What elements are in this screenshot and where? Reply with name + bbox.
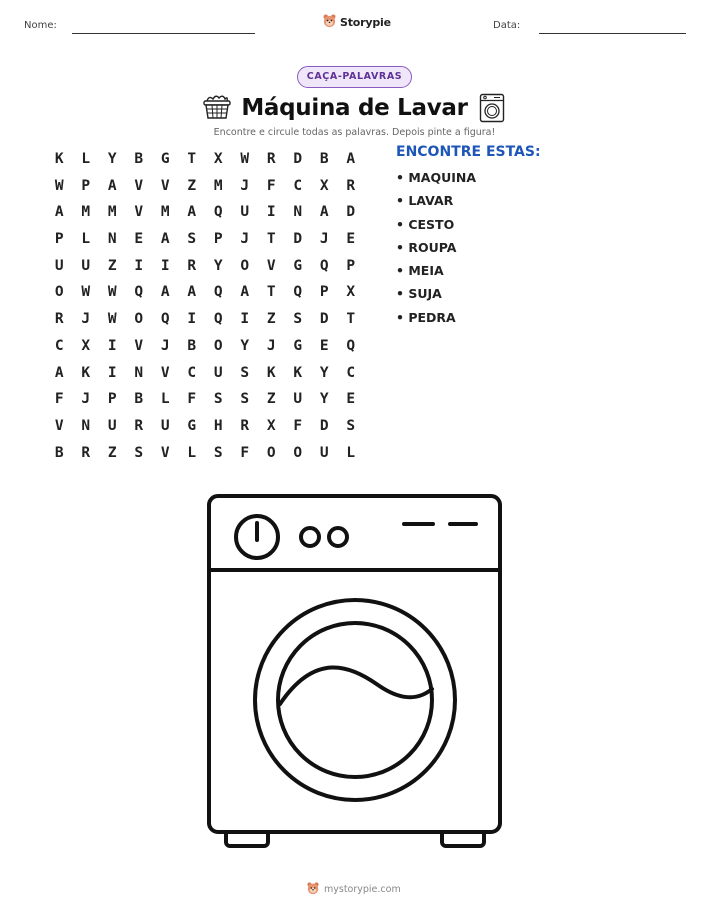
brand-name: Storypie bbox=[340, 16, 391, 29]
grid-cell[interactable]: F bbox=[293, 417, 303, 434]
grid-cell[interactable]: Q bbox=[346, 337, 356, 354]
grid-cell[interactable]: A bbox=[187, 284, 197, 301]
grid-cell[interactable]: F bbox=[240, 444, 250, 461]
grid-cell[interactable]: U bbox=[107, 417, 117, 434]
grid-cell[interactable]: R bbox=[346, 177, 356, 194]
grid-cell[interactable]: Y bbox=[319, 364, 329, 381]
grid-cell[interactable]: U bbox=[293, 391, 303, 408]
grid-cell[interactable]: E bbox=[134, 231, 144, 248]
grid-cell[interactable]: X bbox=[81, 337, 91, 354]
grid-cell[interactable]: U bbox=[240, 204, 250, 221]
letter-grid[interactable] bbox=[46, 146, 364, 466]
grid-cell[interactable]: W bbox=[81, 284, 91, 301]
grid-cell[interactable]: F bbox=[54, 391, 64, 408]
brand bbox=[322, 13, 391, 32]
word-item: • MAQUINA bbox=[396, 170, 477, 185]
grid-cell[interactable]: I bbox=[187, 311, 197, 328]
grid-cell[interactable]: C bbox=[293, 177, 303, 194]
grid-cell[interactable]: Z bbox=[266, 311, 276, 328]
grid-cell[interactable]: Y bbox=[240, 337, 250, 354]
grid-cell[interactable]: I bbox=[266, 204, 276, 221]
grid-cell[interactable]: L bbox=[160, 391, 170, 408]
grid-cell[interactable]: D bbox=[319, 417, 329, 434]
grid-cell[interactable]: J bbox=[240, 177, 250, 194]
grid-cell[interactable]: A bbox=[187, 204, 197, 221]
grid-cell[interactable]: X bbox=[319, 177, 329, 194]
grid-cell[interactable]: W bbox=[240, 151, 250, 167]
grid-cell[interactable]: X bbox=[213, 151, 223, 167]
grid-cell[interactable]: Y bbox=[213, 257, 223, 274]
grid-cell[interactable]: A bbox=[160, 284, 170, 301]
word-item: • SUJA bbox=[396, 286, 442, 302]
grid-cell[interactable]: L bbox=[81, 231, 91, 248]
grid-cell[interactable]: C bbox=[346, 364, 356, 381]
storypie-logo-icon bbox=[306, 880, 320, 899]
grid-cell[interactable]: S bbox=[346, 417, 356, 434]
grid-cell[interactable]: Q bbox=[213, 284, 223, 301]
grid-cell[interactable]: A bbox=[240, 284, 250, 301]
grid-cell[interactable]: V bbox=[160, 364, 170, 381]
grid-cell[interactable]: Q bbox=[160, 311, 170, 328]
grid-cell[interactable]: N bbox=[107, 231, 117, 248]
grid-cell[interactable]: P bbox=[213, 231, 223, 248]
grid-cell[interactable]: U bbox=[213, 364, 223, 381]
grid-cell[interactable]: J bbox=[81, 391, 91, 408]
grid-cell[interactable]: O bbox=[213, 337, 223, 354]
grid-cell[interactable]: F bbox=[266, 177, 276, 194]
grid-cell[interactable]: I bbox=[107, 337, 117, 354]
grid-cell[interactable]: E bbox=[319, 337, 329, 354]
footer bbox=[306, 880, 401, 899]
grid-cell[interactable]: M bbox=[81, 204, 91, 221]
word-item: • CESTO bbox=[396, 216, 455, 232]
grid-cell[interactable]: P bbox=[319, 284, 329, 301]
grid-cell[interactable]: A bbox=[54, 364, 64, 381]
grid-cell[interactable]: I bbox=[160, 257, 170, 274]
grid-cell[interactable]: I bbox=[107, 364, 117, 381]
grid-cell[interactable]: U bbox=[81, 257, 91, 274]
date-label: Data: bbox=[493, 20, 521, 31]
grid-cell[interactable]: Z bbox=[187, 177, 197, 194]
grid-cell[interactable]: A bbox=[346, 151, 356, 167]
grid-cell[interactable]: G bbox=[293, 337, 303, 354]
grid-cell[interactable]: J bbox=[81, 311, 91, 328]
grid-cell[interactable]: S bbox=[134, 444, 144, 461]
grid-cell[interactable]: L bbox=[81, 151, 91, 167]
grid-cell[interactable]: I bbox=[134, 257, 144, 274]
grid-cell[interactable]: A bbox=[319, 204, 329, 221]
grid-cell[interactable]: W bbox=[54, 177, 64, 194]
grid-cell[interactable]: Z bbox=[107, 257, 117, 274]
grid-cell[interactable]: S bbox=[240, 364, 250, 381]
grid-cell[interactable]: U bbox=[54, 257, 64, 274]
grid-cell[interactable]: K bbox=[81, 364, 91, 381]
grid-cell[interactable]: N bbox=[293, 204, 303, 221]
grid-cell[interactable]: V bbox=[134, 177, 144, 194]
footer-url: mystorypie.com bbox=[324, 884, 401, 895]
grid-cell[interactable]: Z bbox=[266, 391, 276, 408]
grid-cell[interactable]: V bbox=[54, 417, 64, 434]
grid-cell[interactable]: Y bbox=[107, 151, 117, 167]
grid-cell[interactable]: R bbox=[54, 311, 64, 328]
grid-cell[interactable]: Q bbox=[134, 284, 144, 301]
grid-cell[interactable]: Q bbox=[293, 284, 303, 301]
grid-cell[interactable]: X bbox=[266, 417, 276, 434]
grid-cell[interactable]: J bbox=[266, 337, 276, 354]
grid-cell[interactable]: T bbox=[187, 151, 197, 167]
grid-cell[interactable]: Y bbox=[319, 391, 329, 408]
grid-cell[interactable]: S bbox=[187, 231, 197, 248]
grid-cell[interactable]: A bbox=[54, 204, 64, 221]
grid-cell[interactable]: P bbox=[54, 231, 64, 248]
instructions: Encontre e circule todas as palavras. Depois pinte a figura! bbox=[213, 127, 496, 138]
grid-cell[interactable]: G bbox=[160, 151, 170, 167]
grid-cell[interactable]: G bbox=[293, 257, 303, 274]
grid-cell[interactable]: V bbox=[134, 204, 144, 221]
grid-cell[interactable]: A bbox=[160, 231, 170, 248]
grid-cell[interactable]: K bbox=[266, 364, 276, 381]
grid-cell[interactable]: T bbox=[266, 231, 276, 248]
word-item: • LAVAR bbox=[396, 193, 454, 209]
grid-cell[interactable]: X bbox=[346, 284, 356, 301]
word-item: • MEIA bbox=[396, 263, 444, 279]
grid-cell[interactable]: M bbox=[160, 204, 170, 221]
grid-cell[interactable]: R bbox=[240, 417, 250, 434]
grid-cell[interactable]: V bbox=[160, 444, 170, 461]
grid-cell[interactable]: V bbox=[134, 337, 144, 354]
grid-cell[interactable]: D bbox=[293, 231, 303, 248]
grid-cell[interactable]: U bbox=[160, 417, 170, 434]
grid-cell[interactable]: L bbox=[346, 444, 356, 461]
grid-cell[interactable]: B bbox=[134, 151, 144, 167]
grid-cell[interactable]: B bbox=[134, 391, 144, 408]
word-item: • ROUPA bbox=[396, 239, 457, 255]
grid-cell[interactable]: O bbox=[240, 257, 250, 274]
grid-cell[interactable]: E bbox=[346, 391, 356, 408]
grid-cell[interactable]: O bbox=[54, 284, 64, 301]
grid-cell[interactable]: J bbox=[160, 337, 170, 354]
page-title: Máquina de Lavar bbox=[241, 95, 468, 121]
grid-cell[interactable]: C bbox=[54, 337, 64, 354]
grid-cell[interactable]: D bbox=[293, 151, 303, 167]
grid-cell[interactable]: T bbox=[266, 284, 276, 301]
grid-cell[interactable]: A bbox=[107, 177, 117, 194]
grid-cell[interactable]: W bbox=[107, 311, 117, 328]
grid-cell[interactable]: S bbox=[213, 391, 223, 408]
grid-cell[interactable]: O bbox=[293, 444, 303, 461]
grid-cell[interactable]: M bbox=[107, 204, 117, 221]
name-label: Nome: bbox=[24, 20, 57, 31]
grid-cell[interactable]: P bbox=[107, 391, 117, 408]
storypie-logo-icon bbox=[322, 13, 337, 32]
washing-machine-icon bbox=[479, 93, 505, 127]
grid-cell[interactable]: R bbox=[134, 417, 144, 434]
grid-cell[interactable]: T bbox=[346, 311, 356, 328]
grid-cell[interactable]: V bbox=[160, 177, 170, 194]
grid-cell[interactable]: S bbox=[293, 311, 303, 328]
grid-cell[interactable]: P bbox=[81, 177, 91, 194]
grid-cell[interactable]: Q bbox=[319, 257, 329, 274]
grid-cell[interactable]: K bbox=[54, 151, 64, 167]
grid-cell[interactable]: Q bbox=[213, 204, 223, 221]
grid-cell[interactable]: D bbox=[346, 204, 356, 221]
word-list-title: ENCONTRE ESTAS: bbox=[396, 144, 541, 160]
washing-machine-drawing[interactable] bbox=[200, 490, 510, 856]
grid-cell[interactable]: V bbox=[266, 257, 276, 274]
grid-cell[interactable]: L bbox=[187, 444, 197, 461]
grid-cell[interactable]: J bbox=[240, 231, 250, 248]
grid-cell[interactable]: F bbox=[187, 391, 197, 408]
grid-cell[interactable]: S bbox=[240, 391, 250, 408]
grid-cell[interactable]: G bbox=[187, 417, 197, 434]
grid-cell[interactable]: M bbox=[213, 177, 223, 194]
name-line[interactable] bbox=[72, 33, 255, 34]
grid-cell[interactable]: U bbox=[319, 444, 329, 461]
grid-cell[interactable]: B bbox=[319, 151, 329, 167]
grid-cell[interactable]: W bbox=[107, 284, 117, 301]
grid-cell[interactable]: D bbox=[319, 311, 329, 328]
grid-cell[interactable]: O bbox=[134, 311, 144, 328]
grid-cell[interactable]: J bbox=[319, 231, 329, 248]
grid-cell[interactable]: N bbox=[134, 364, 144, 381]
grid-cell[interactable]: B bbox=[54, 444, 64, 461]
grid-cell[interactable]: K bbox=[293, 364, 303, 381]
category-badge: CAÇA-PALAVRAS bbox=[297, 66, 412, 88]
title-row bbox=[0, 92, 709, 124]
date-line[interactable] bbox=[539, 33, 686, 34]
grid-cell[interactable]: P bbox=[346, 257, 356, 274]
word-list bbox=[396, 144, 541, 329]
grid-cell[interactable]: Q bbox=[213, 311, 223, 328]
grid-cell[interactable]: R bbox=[81, 444, 91, 461]
grid-cell[interactable]: I bbox=[240, 311, 250, 328]
grid-cell[interactable]: H bbox=[213, 417, 223, 434]
grid-cell[interactable]: R bbox=[187, 257, 197, 274]
word-item: • PEDRA bbox=[396, 309, 456, 325]
grid-cell[interactable]: R bbox=[266, 151, 276, 167]
grid-cell[interactable]: Z bbox=[107, 444, 117, 461]
grid-cell[interactable]: E bbox=[346, 231, 356, 248]
grid-cell[interactable]: O bbox=[266, 444, 276, 461]
grid-cell[interactable]: S bbox=[213, 444, 223, 461]
grid-cell[interactable]: N bbox=[81, 417, 91, 434]
grid-cell[interactable]: B bbox=[187, 337, 197, 354]
grid-cell[interactable]: C bbox=[187, 364, 197, 381]
